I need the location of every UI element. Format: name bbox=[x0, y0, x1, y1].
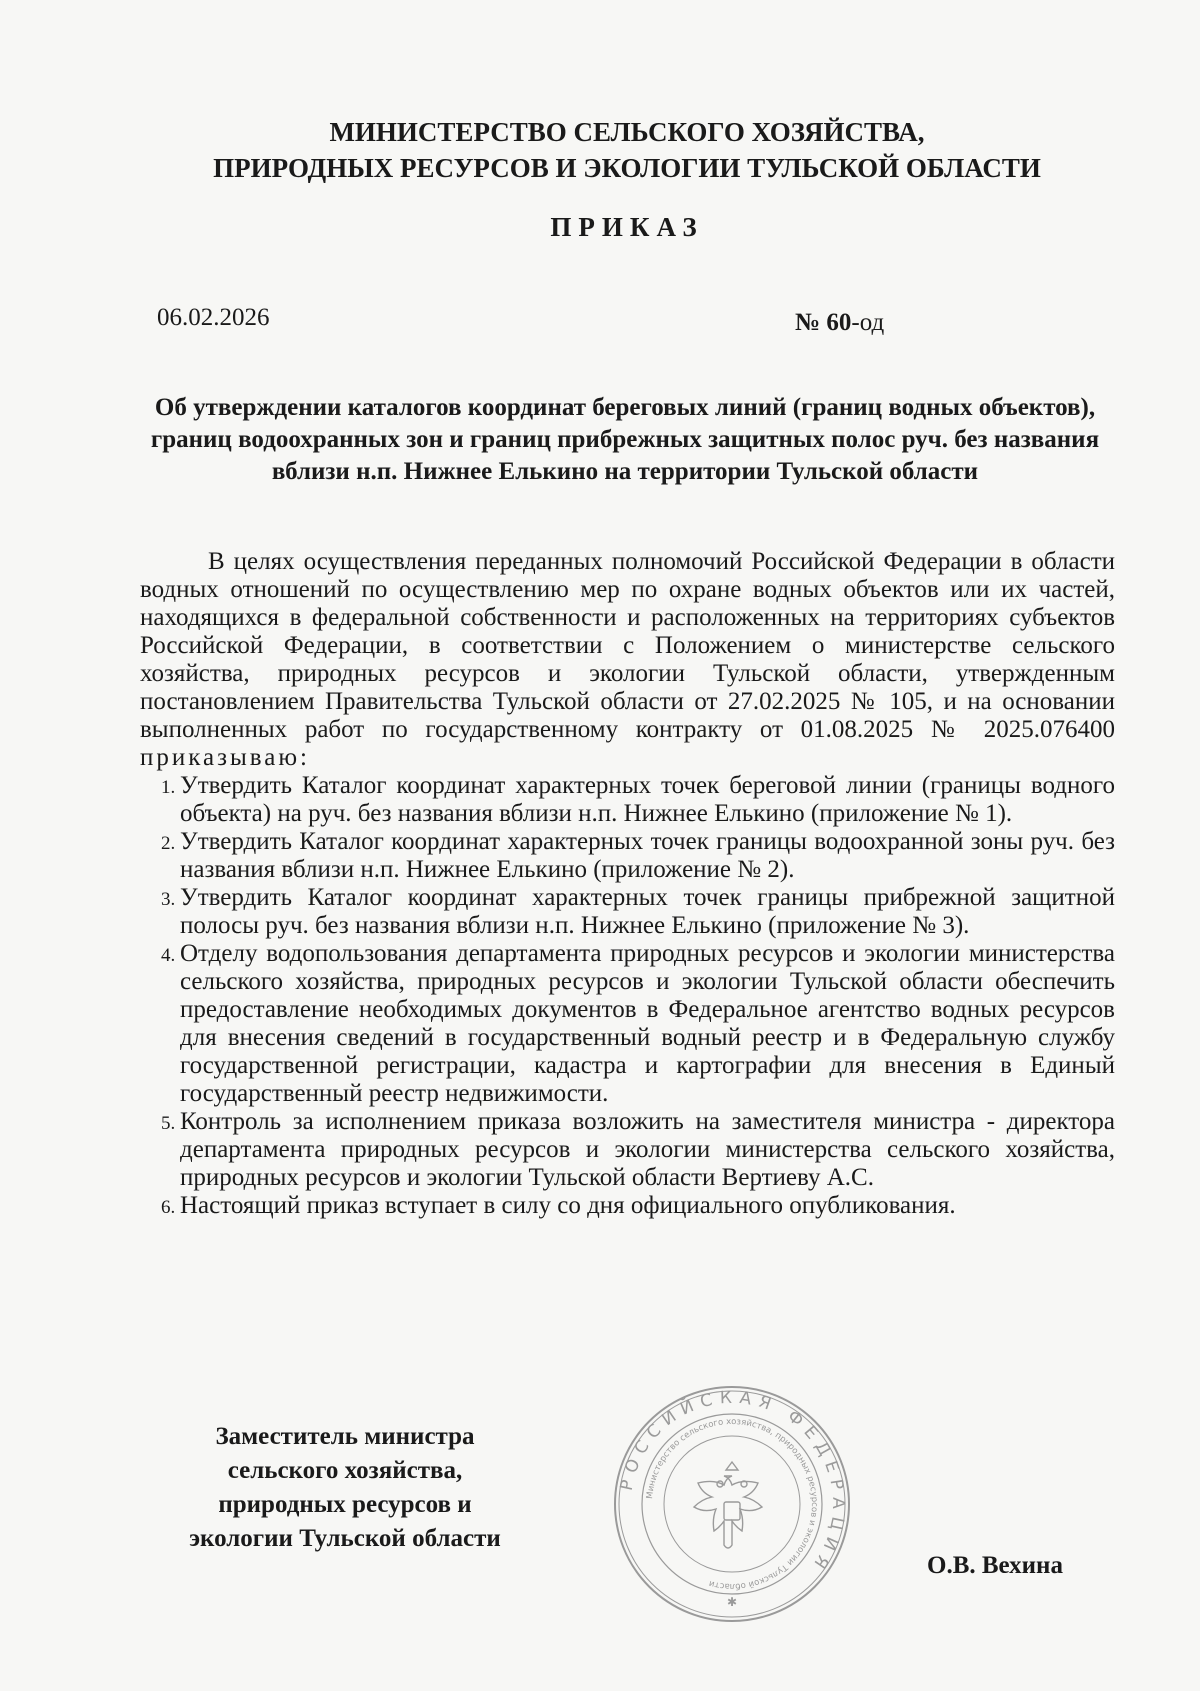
order-item: 6. Настоящий приказ вступает в силу со дня официального опубликования. bbox=[180, 1192, 1115, 1220]
official-seal-stamp bbox=[612, 1384, 852, 1624]
ministry-line-2: ПРИРОДНЫХ РЕСУРСОВ И ЭКОЛОГИИ ТУЛЬСКОЙ ОБЛАСТИ bbox=[213, 153, 1041, 183]
preamble-text: В целях осуществления переданных полномочий Российской Федерации в области водных отношений по осуществлению мер по охране водных объектов или их частей, находящихся в федеральной собственности и расположенных на территориях субъектов Российской Федерации, в соответствии с Положением о министерстве сельского хозяйства, природных ресурсов и экологии Тульской области, утвержденным постановлением Правительства Тульской области от 27.02.2025 № 105, и на основании выполненных работ по государственному контракту от 01.08.2025 № 2025.076400 bbox=[140, 548, 1115, 743]
signer-line-3: природных ресурсов и bbox=[218, 1491, 472, 1518]
signer-line-4: экологии Тульской области bbox=[189, 1525, 501, 1552]
signer-title bbox=[150, 1420, 540, 1556]
order-item: 2. Утвердить Каталог координат характерных точек границы водоохранной зоны руч. без названия вблизи н.п. Нижнее Елькино (приложение № 2). bbox=[180, 828, 1115, 884]
order-item: 4. Отделу водопользования департамента природных ресурсов и экологии министерства сельского хозяйства, природных ресурсов и экологии Тульской области обеспечить предоставление необходимых документов в Федеральное агентство водных ресурсов для внесения сведений в государственный водный реестр и в Федеральную службу государственной регистрации, кадастра и картографии для внесения в Единый государственный реестр недвижимости. bbox=[180, 940, 1115, 1108]
ministry-line-1: МИНИСТЕРСТВО СЕЛЬСКОГО ХОЗЯЙСТВА, bbox=[329, 117, 925, 147]
order-items bbox=[140, 772, 1115, 1220]
signer-line-1: Заместитель министра bbox=[215, 1423, 475, 1450]
order-number-suffix: -од bbox=[851, 309, 885, 336]
ministry-header bbox=[0, 114, 1200, 186]
signer-line-2: сельского хозяйства, bbox=[227, 1457, 463, 1484]
order-item: 1. Утвердить Каталог координат характерных точек береговой линии (границы водного объекта) на руч. без названия вблизи н.п. Нижнее Елькино (приложение № 1). bbox=[180, 772, 1115, 828]
preamble-order-word: приказываю: bbox=[140, 744, 310, 771]
order-item: 5. Контроль за исполнением приказа возложить на заместителя министра - директора департамента природных ресурсов и экологии министерства сельского хозяйства, природных ресурсов и экологии Тульской области Вертиеву А.С. bbox=[180, 1108, 1115, 1192]
order-body bbox=[140, 548, 1115, 1220]
order-date: 06.02.2026 bbox=[157, 304, 270, 331]
order-subject: Об утверждении каталогов координат береговых линий (границ водных объектов), границ водоохранных зон и границ прибрежных защитных полос руч. без названия вблизи н.п. Нижнее Елькино на территории Тульской области bbox=[150, 394, 1100, 485]
order-number-prefix: № 60 bbox=[795, 309, 852, 336]
seal-star-glyph: ✱ bbox=[726, 1595, 738, 1609]
order-number bbox=[795, 309, 884, 337]
seal-inner-text: Министерство сельского хозяйства, природных ресурсов и экологии Тульской области bbox=[645, 1416, 820, 1592]
preamble bbox=[140, 548, 1115, 772]
order-item: 3. Утвердить Каталог координат характерных точек границы прибрежной защитной полосы руч. без названия вблизи н.п. Нижнее Елькино (приложение № 3). bbox=[180, 884, 1115, 940]
double-headed-eagle-emblem bbox=[694, 1462, 762, 1548]
document-type: ПРИКАЗ bbox=[550, 212, 704, 242]
signer-name: О.В. Вехина bbox=[927, 1552, 1063, 1579]
seal-outer-text: РОССИЙСКАЯ ФЕДЕРАЦИЯ bbox=[616, 1387, 849, 1578]
